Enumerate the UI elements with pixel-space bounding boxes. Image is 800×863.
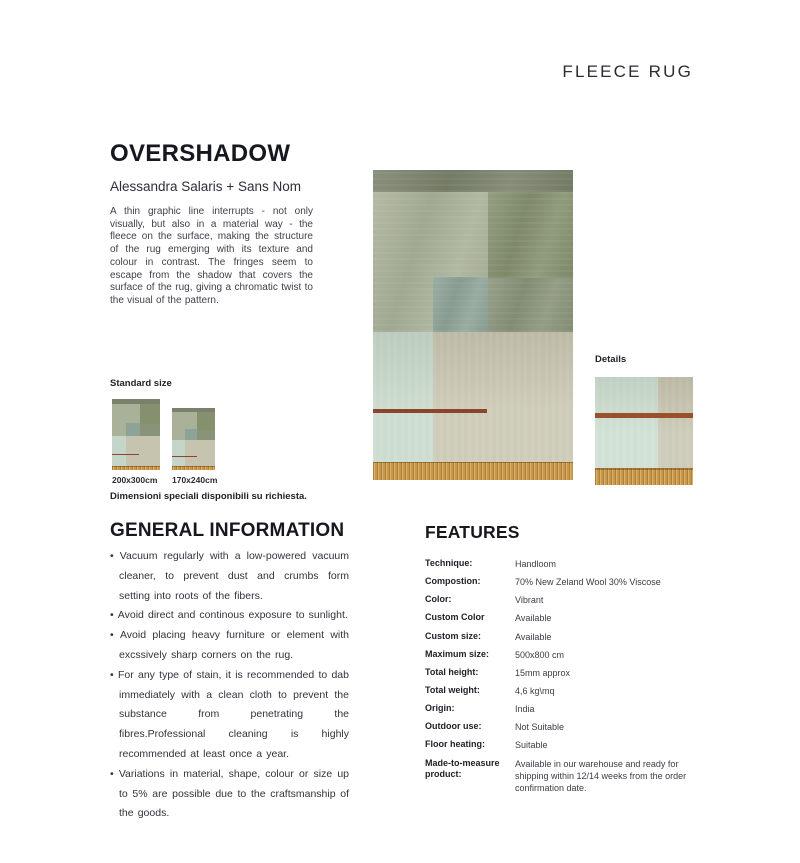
rug-beige-block	[433, 332, 573, 462]
feature-value: Suitable	[515, 740, 548, 751]
feature-value: Handloom	[515, 559, 557, 569]
feature-row	[425, 758, 710, 794]
rug-darkgreen-block	[140, 404, 160, 424]
features-section	[425, 522, 710, 800]
feature-value: 70% New Zeland Wool 30% Viscose	[515, 577, 661, 588]
feature-label: Floor heating:	[425, 739, 485, 750]
feature-row	[425, 685, 710, 697]
feature-row	[425, 739, 710, 751]
size-caption: 200x300cm	[112, 475, 158, 485]
rug-mint-block	[373, 332, 433, 462]
size-caption: 170x240cm	[172, 475, 218, 485]
features-heading: FEATURES	[425, 522, 520, 542]
size-thumbnail-170x240	[172, 408, 215, 470]
feature-label: Maximum size:	[425, 648, 490, 659]
feature-label: Total weight:	[425, 684, 480, 695]
designer-name: Alessandra Salaris + Sans Nom	[110, 179, 301, 194]
feature-value: Not Suitable	[515, 722, 565, 733]
rug-fringe	[373, 462, 573, 480]
rug-detail-image	[595, 377, 693, 485]
feature-label: Custom size:	[425, 630, 482, 641]
list-item: • Avoid direct and continous exposure to sunlight.	[110, 606, 349, 626]
product-description: A thin graphic line interrupts - not only visually, but also in a material way - the fleece on the surface, making the structure of the rug emerging with its texture and colour in contrast. The fringes seem to escape from the shadow that covers the surface of the rug, giving a chromatic twist to the visual of the pattern.	[110, 206, 313, 306]
feature-label: Outdoor use:	[425, 721, 482, 732]
rug-fringe	[172, 466, 215, 470]
feature-row	[425, 667, 710, 679]
rug-darkgreen-block	[197, 412, 215, 429]
feature-row	[425, 594, 710, 606]
product-type-header: FLEECE RUG	[562, 62, 693, 81]
feature-value: Vibrant	[515, 595, 544, 606]
rug-red-stripe	[112, 454, 139, 455]
feature-value: Available	[515, 631, 552, 642]
rug-beige-block	[126, 436, 160, 466]
size-thumbnail-200x300	[112, 399, 160, 470]
feature-row	[425, 703, 710, 715]
feature-label: Total height:	[425, 666, 479, 677]
feature-label: Technique:	[425, 558, 473, 568]
detail-fringe	[595, 468, 693, 485]
rug-mint-block	[172, 440, 185, 466]
feature-row	[425, 631, 710, 643]
feature-value: Available in our warehouse and ready for shipping within 12/14 weeks from the order confirmation date.	[515, 758, 687, 793]
feature-label: Compostion:	[425, 576, 481, 587]
feature-value: India	[515, 704, 535, 715]
rug-teal-block	[433, 277, 488, 332]
feature-label: Custom Color	[425, 612, 485, 623]
standard-size-heading: Standard size	[110, 378, 172, 389]
rug-red-stripe	[172, 456, 197, 457]
feature-row	[425, 612, 710, 624]
rug-darkgreen-block	[488, 192, 573, 278]
rug-image-main	[373, 170, 573, 480]
general-information-heading: GENERAL INFORMATION	[110, 520, 345, 541]
rug-fringe	[112, 466, 160, 470]
list-item: • Avoid placing heavy furniture or element with excssively sharp corners on the rug.	[110, 626, 349, 666]
rug-midgreen-block	[488, 278, 573, 332]
rug-mint-block	[112, 436, 126, 466]
detail-mint-block	[595, 377, 658, 468]
care-instructions-list	[110, 547, 349, 824]
detail-red-stripe	[595, 413, 693, 418]
feature-row	[425, 649, 710, 661]
rug-top-band	[373, 170, 573, 192]
rug-teal-block	[126, 423, 139, 436]
list-item: • For any type of stain, it is recommended to dab immediately with a clean cloth to prevent the substance from penetrating the fibres.Professional cleaning is highly recommended at least once a year.	[110, 666, 349, 765]
rug-beige-block	[185, 440, 215, 466]
list-item: • Vacuum regularly with a low-powered vacuum cleaner, to prevent dust and crumbs form setting into roots of the fibers.	[110, 547, 349, 606]
list-item: • Variations in material, shape, colour or size up to 5% are possible due to the craftsmanship of the goods.	[110, 765, 349, 824]
feature-row	[425, 576, 710, 588]
feature-value: 15mm approx	[515, 667, 571, 678]
feature-row	[425, 558, 710, 570]
detail-beige-block	[658, 377, 693, 468]
rug-midgreen-block	[140, 424, 160, 436]
rug-red-stripe	[373, 409, 487, 413]
feature-label: Color:	[425, 594, 452, 605]
feature-value: 500x800 cm	[515, 649, 565, 660]
feature-label: Origin:	[425, 703, 455, 714]
details-heading: Details	[595, 354, 627, 365]
feature-value: Available	[515, 613, 552, 624]
feature-value: 4,6 kg\mq	[515, 685, 555, 696]
special-sizes-note: Dimensioni speciali disponibili su richiesta.	[110, 491, 307, 502]
feature-label: Made-to-measure product:	[425, 757, 500, 780]
rug-midgreen-block	[197, 430, 215, 441]
feature-row	[425, 721, 710, 733]
rug-teal-block	[185, 429, 197, 440]
page-title: OVERSHADOW	[110, 140, 291, 167]
